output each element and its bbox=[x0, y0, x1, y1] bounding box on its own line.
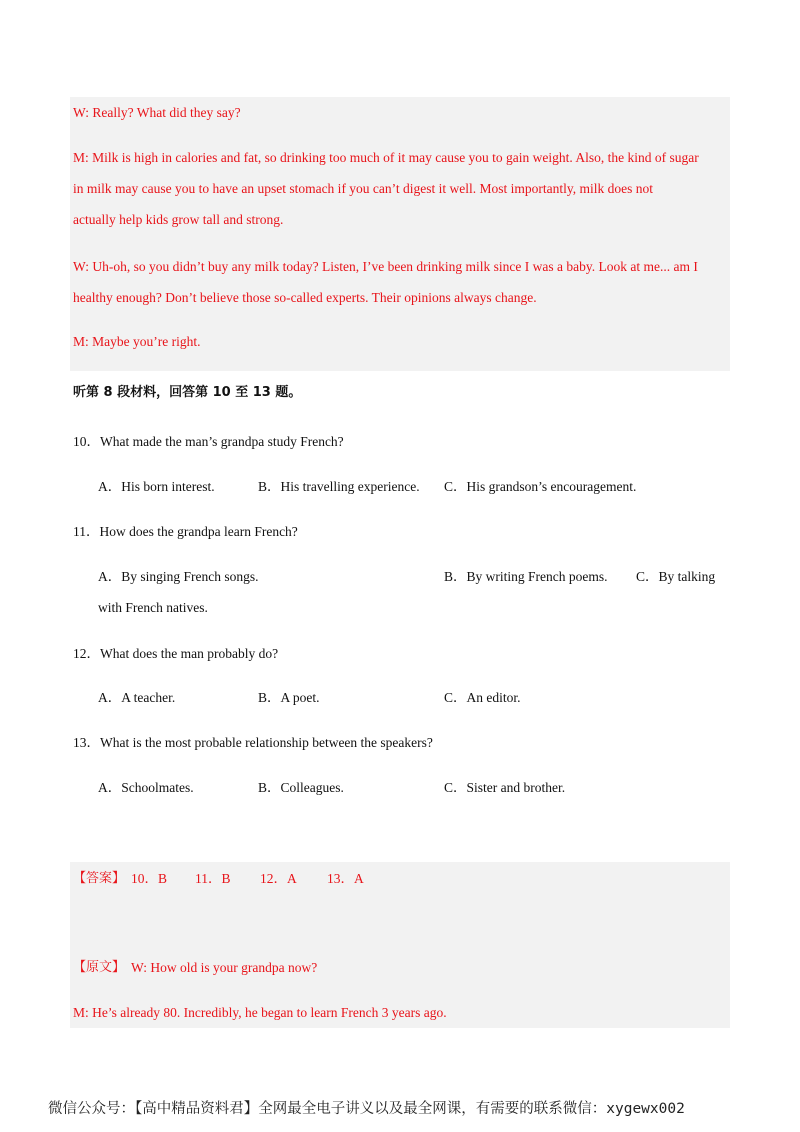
option-continuation: with French natives. bbox=[98, 600, 208, 615]
option: B．Colleagues. bbox=[258, 780, 344, 795]
option: C．By talking bbox=[636, 569, 716, 584]
question-stem: 12．What does the man probably do? bbox=[73, 646, 279, 661]
answer-label: 【答案】 bbox=[73, 871, 126, 886]
option: A．A teacher. bbox=[98, 690, 176, 705]
footer-note bbox=[48, 1100, 685, 1118]
option: A．His born interest. bbox=[98, 479, 215, 494]
dialogue-line: W: Really? What did they say? bbox=[73, 105, 241, 120]
footer-text: 微信公众号：【高中精品资料君】全网最全电子讲义以及最全网课，有需要的联系微信： bbox=[48, 1101, 607, 1117]
dialogue-line: M: Milk is high in calories and fat, so drinking too much of it may cause you to gain weight. Also, the kind of sugar bbox=[73, 150, 699, 165]
answer-item: 13．A bbox=[327, 871, 364, 886]
option: B．His travelling experience. bbox=[258, 479, 420, 494]
dialogue-line: in milk may cause you to have an upset stomach if you can’t digest it well. Most importantly, milk does not bbox=[73, 181, 654, 196]
footer-wechat-id: xygewx002 bbox=[606, 1101, 685, 1117]
transcript-line: W: How old is your grandpa now? bbox=[131, 960, 318, 975]
option: C．Sister and brother. bbox=[444, 780, 566, 795]
option: C．An editor. bbox=[444, 690, 521, 705]
option: B．By writing French poems. bbox=[444, 569, 608, 584]
dialogue-shade-top bbox=[70, 97, 730, 371]
answer-item: 11．B bbox=[195, 871, 231, 886]
question-stem: 11．How does the grandpa learn French? bbox=[73, 524, 298, 539]
option: A．By singing French songs. bbox=[98, 569, 259, 584]
section-heading: 听第 8 段材料，回答第 10 至 13 题。 bbox=[73, 385, 302, 400]
option: A．Schoolmates. bbox=[98, 780, 194, 795]
transcript-label: 【原文】 bbox=[73, 960, 126, 975]
answer-item: 12．A bbox=[260, 871, 297, 886]
question-stem: 13．What is the most probable relationship between the speakers? bbox=[73, 735, 433, 750]
option: C．His grandson’s encouragement. bbox=[444, 479, 637, 494]
dialogue-line: M: Maybe you’re right. bbox=[73, 334, 201, 349]
question-stem: 10．What made the man’s grandpa study French? bbox=[73, 434, 344, 449]
transcript-line: M: He’s already 80. Incredibly, he began to learn French 3 years ago. bbox=[73, 1005, 447, 1020]
option: B．A poet. bbox=[258, 690, 320, 705]
dialogue-line: actually help kids grow tall and strong. bbox=[73, 212, 284, 227]
answer-item: 10．B bbox=[131, 871, 168, 886]
dialogue-line: healthy enough? Don’t believe those so-called experts. Their opinions always change. bbox=[73, 290, 537, 305]
dialogue-line: W: Uh-oh, so you didn’t buy any milk today? Listen, I’ve been drinking milk since I was a baby. Look at me... am I bbox=[73, 259, 698, 274]
